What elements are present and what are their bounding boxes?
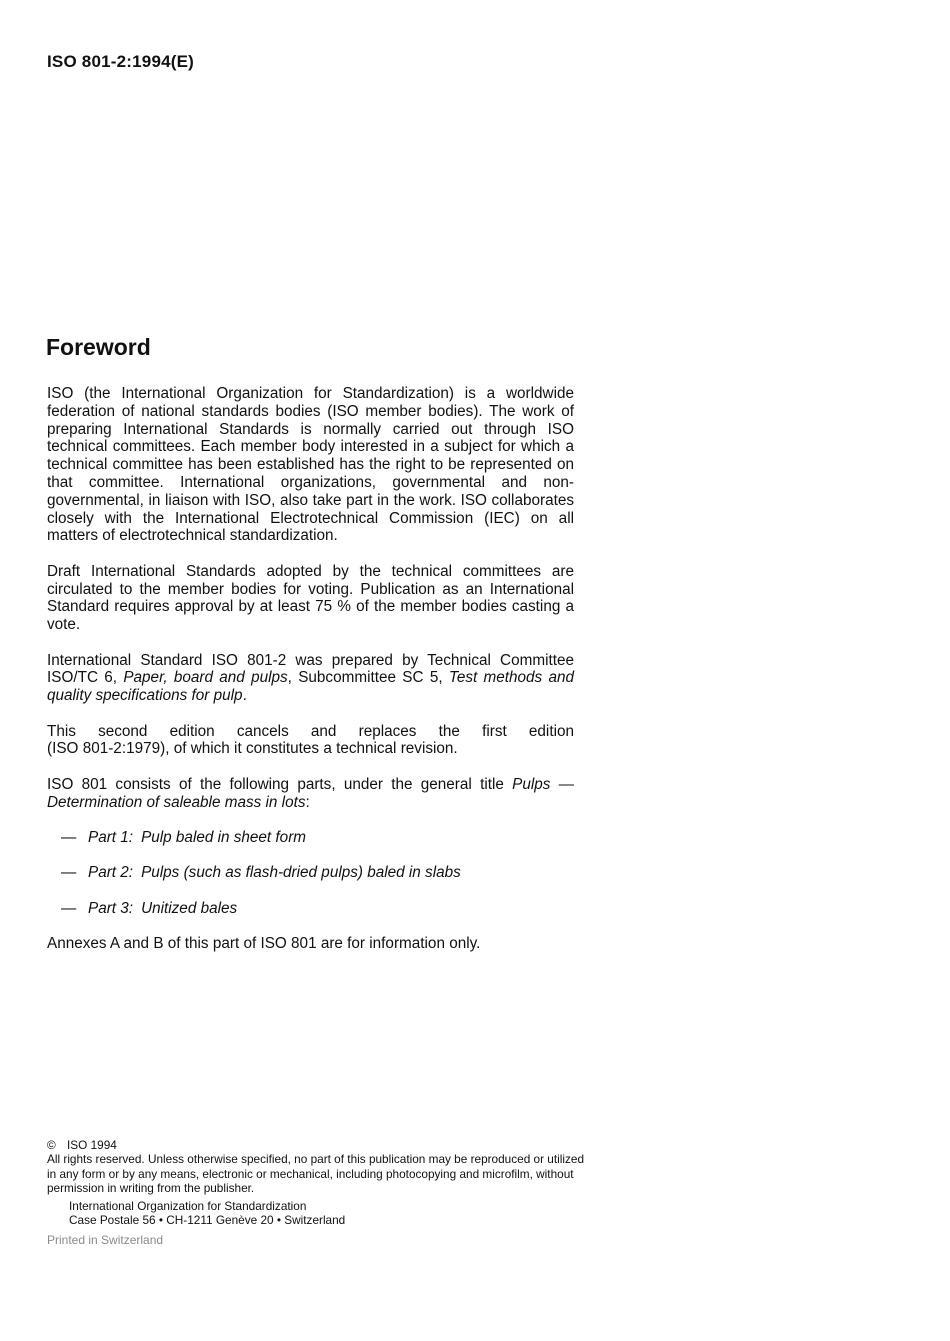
committee-text-sc: , Subcommittee SC 5, xyxy=(287,669,443,687)
rights-statement: All rights reserved. Unless otherwise specified, no part of this publication may be reproduced or utilized in any form or by any means, electronic or mechanical, including photocopying and microfilm, without permission in writing from the publisher. xyxy=(47,1152,585,1196)
printed-in: Printed in Switzerland xyxy=(47,1233,164,1247)
document-id: ISO 801-2:1994(E) xyxy=(47,52,195,71)
publisher-address xyxy=(47,1199,587,1228)
postal-address: Case Postale 56 • CH-1211 Genève 20 • Switzerland xyxy=(69,1213,346,1228)
part-label: Part 3: xyxy=(88,899,134,917)
committee-text: International Standard ISO 801-2 was prepared by Technical Committee ISO/TC 6, xyxy=(47,651,574,687)
general-title: Pulps — Determination of saleable mass in lots xyxy=(47,775,575,811)
part-title: Pulps (such as flash-dried pulps) baled in slabs xyxy=(141,864,461,882)
publisher-name: International Organization for Standardization xyxy=(69,1198,307,1213)
parts-intro-text: ISO 801 consists of the following parts, under the general title xyxy=(47,775,504,793)
copyright-icon: © xyxy=(47,1138,56,1152)
dash-bullet: — xyxy=(61,828,77,846)
edition-line-1: This second edition cancels and replaces the first edition xyxy=(47,722,574,740)
part-title: Unitized bales xyxy=(141,899,238,917)
list-item xyxy=(47,864,574,882)
paragraph-edition xyxy=(47,723,574,759)
subcommittee-title: Test methods and quality specifications for pulp xyxy=(47,669,575,705)
list-item xyxy=(47,900,574,918)
copyright-line xyxy=(47,1138,587,1152)
dash-bullet: — xyxy=(61,899,77,917)
part-label: Part 2: xyxy=(88,864,134,882)
paragraph-committee xyxy=(47,652,574,705)
copyright-block xyxy=(47,1138,587,1227)
parts-intro-colon: : xyxy=(305,793,310,811)
page-title: Foreword xyxy=(46,334,151,360)
dash-bullet: — xyxy=(61,864,77,882)
paragraph-draft-standards: Draft International Standards adopted by the technical committees are circulated to the member bodies for voting. Publication as an International Standard requires approval by at least 75 % of the member bodies casting a vote. xyxy=(47,562,574,634)
paragraph-iso-intro: ISO (the International Organization for Standardization) is a worldwide federation of national standards bodies (ISO member bodies). The work of preparing International Standards is normally carried out through ISO technical committees. Each member body interested in a subject for which a technical committee has been established has the right to be represented on that committee. International organizations, governmental and non-governmental, in liaison with ISO, also take part in the work. ISO collaborates closely with the International Electrotechnical Commission (IEC) on all matters of electrotechnical standardization. xyxy=(47,385,574,545)
list-item xyxy=(47,829,574,847)
committee-title: Paper, board and pulps xyxy=(123,669,288,687)
copyright-year: ISO 1994 xyxy=(67,1138,117,1152)
foreword-body xyxy=(47,385,574,970)
part-title: Pulp baled in sheet form xyxy=(141,828,307,846)
edition-line-2: (ISO 801-2:1979), of which it constitutes a technical revision. xyxy=(47,740,458,758)
paragraph-annexes: Annexes A and B of this part of ISO 801 are for information only. xyxy=(47,935,481,953)
part-label: Part 1: xyxy=(88,828,134,846)
committee-period: . xyxy=(242,687,247,705)
paragraph-parts-intro xyxy=(47,776,574,812)
